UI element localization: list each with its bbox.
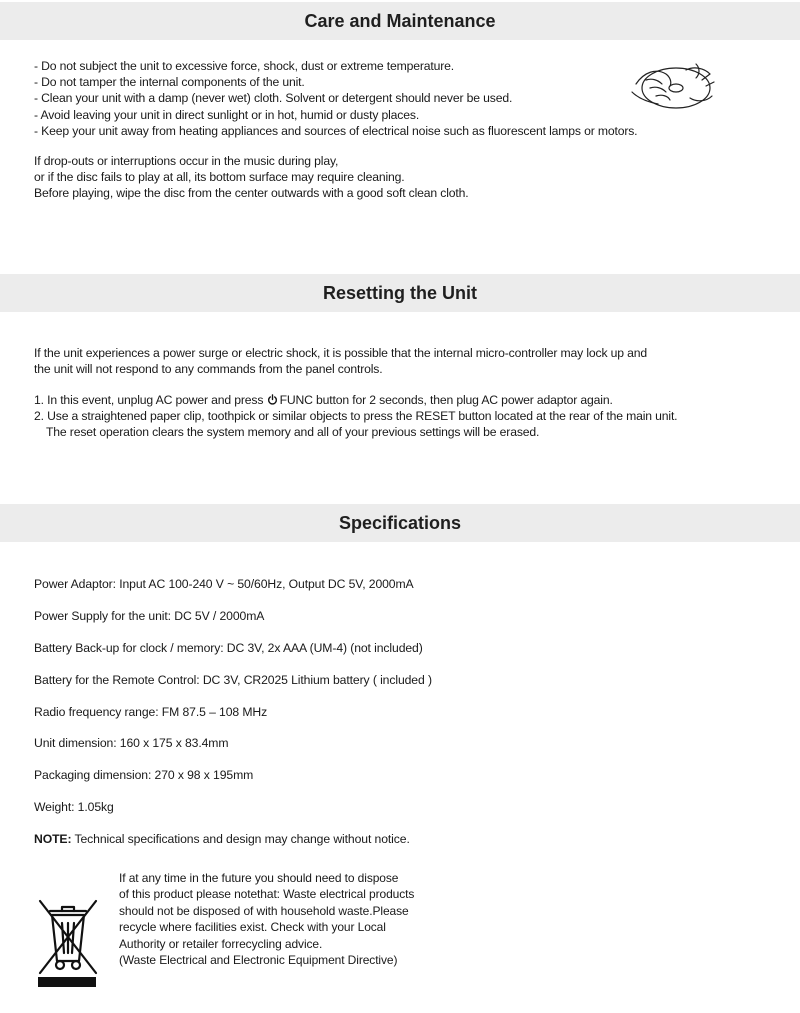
weee-line: Authority or retailer forrecycling advice. — [119, 936, 323, 951]
specs-section-header — [0, 504, 800, 542]
weee-line: (Waste Electrical and Electronic Equipment Directive) — [119, 953, 398, 968]
care-bullet: - Avoid leaving your unit in direct sunlight or in hot, humid or dusty places. — [34, 107, 420, 122]
spec-item: Battery Back-up for clock / memory: DC 3V, 2x AAA (UM-4) (not included) — [34, 641, 423, 655]
reset-intro-line: the unit will not respond to any commands from the panel controls. — [34, 362, 383, 377]
reset-step-2: 2. Use a straightened paper clip, toothpick or similar objects to press the RESET button located at the rear of the main unit. — [34, 409, 678, 424]
reset-steps — [34, 392, 677, 441]
specs-title: Specifications — [338, 513, 462, 533]
spec-item: Weight: 1.05kg — [34, 800, 114, 814]
care-bullet: - Clean your unit with a damp (never wet) cloth. Solvent or detergent should never be used. — [34, 91, 513, 106]
care-paragraph-line: If drop-outs or interruptions occur in the music during play, — [34, 154, 339, 168]
reset-step-2-continuation: The reset operation clears the system memory and all of your previous settings will be erased. — [46, 425, 540, 440]
spec-item: Unit dimension: 160 x 175 x 83.4mm — [34, 736, 229, 750]
weee-line: should not be disposed of with household waste.Please — [119, 903, 409, 918]
note-text: Technical specifications and design may change without notice. — [71, 832, 410, 846]
care-bullet: - Do not subject the unit to excessive force, shock, dust or extreme temperature. — [34, 59, 455, 73]
spec-item: Battery for the Remote Control: DC 3V, CR2025 Lithium battery ( included ) — [34, 673, 432, 687]
spec-item: Radio frequency range: FM 87.5 – 108 MHz — [34, 705, 268, 719]
disc-wiping-hand-icon — [626, 58, 722, 118]
spec-note — [34, 832, 410, 846]
care-paragraph-line: or if the disc fails to play at all, its bottom surface may require cleaning. — [34, 170, 405, 185]
power-icon — [267, 394, 278, 405]
care-section-header — [0, 2, 800, 40]
care-bullet-list — [34, 58, 637, 139]
weee-line: of this product please notethat: Waste electrical products — [119, 887, 415, 902]
care-bullet: - Keep your unit away from heating appliances and sources of electrical noise such as fluorescent lamps or motors. — [34, 123, 638, 138]
weee-disposal-notice — [119, 870, 414, 968]
reset-title: Resetting the Unit — [322, 283, 477, 303]
reset-step-1: 1. In this event, unplug AC power and press FUNC button for 2 seconds, then plug AC power adaptor again. — [34, 393, 613, 407]
spec-item: Power Adaptor: Input AC 100-240 V ~ 50/60Hz, Output DC 5V, 2000mA — [34, 577, 414, 591]
care-paragraph — [34, 153, 469, 202]
spec-item: Packaging dimension: 270 x 98 x 195mm — [34, 768, 254, 782]
reset-intro-line: If the unit experiences a power surge or electric shock, it is possible that the internal micro-controller may lock up and — [34, 346, 648, 360]
reset-section-header — [0, 274, 800, 312]
care-bullet: - Do not tamper the internal components of the unit. — [34, 75, 305, 90]
crossed-out-wheelie-bin-icon — [36, 895, 100, 991]
care-paragraph-line: Before playing, wipe the disc from the center outwards with a good soft clean cloth. — [34, 186, 469, 201]
spec-item: Power Supply for the unit: DC 5V / 2000mA — [34, 609, 265, 623]
note-label: NOTE: — [34, 832, 72, 846]
reset-intro — [34, 345, 647, 377]
weee-line: recycle where facilities exist. Check with your Local — [119, 920, 386, 935]
weee-line: If at any time in the future you should need to dispose — [119, 871, 399, 885]
care-title: Care and Maintenance — [304, 11, 496, 31]
